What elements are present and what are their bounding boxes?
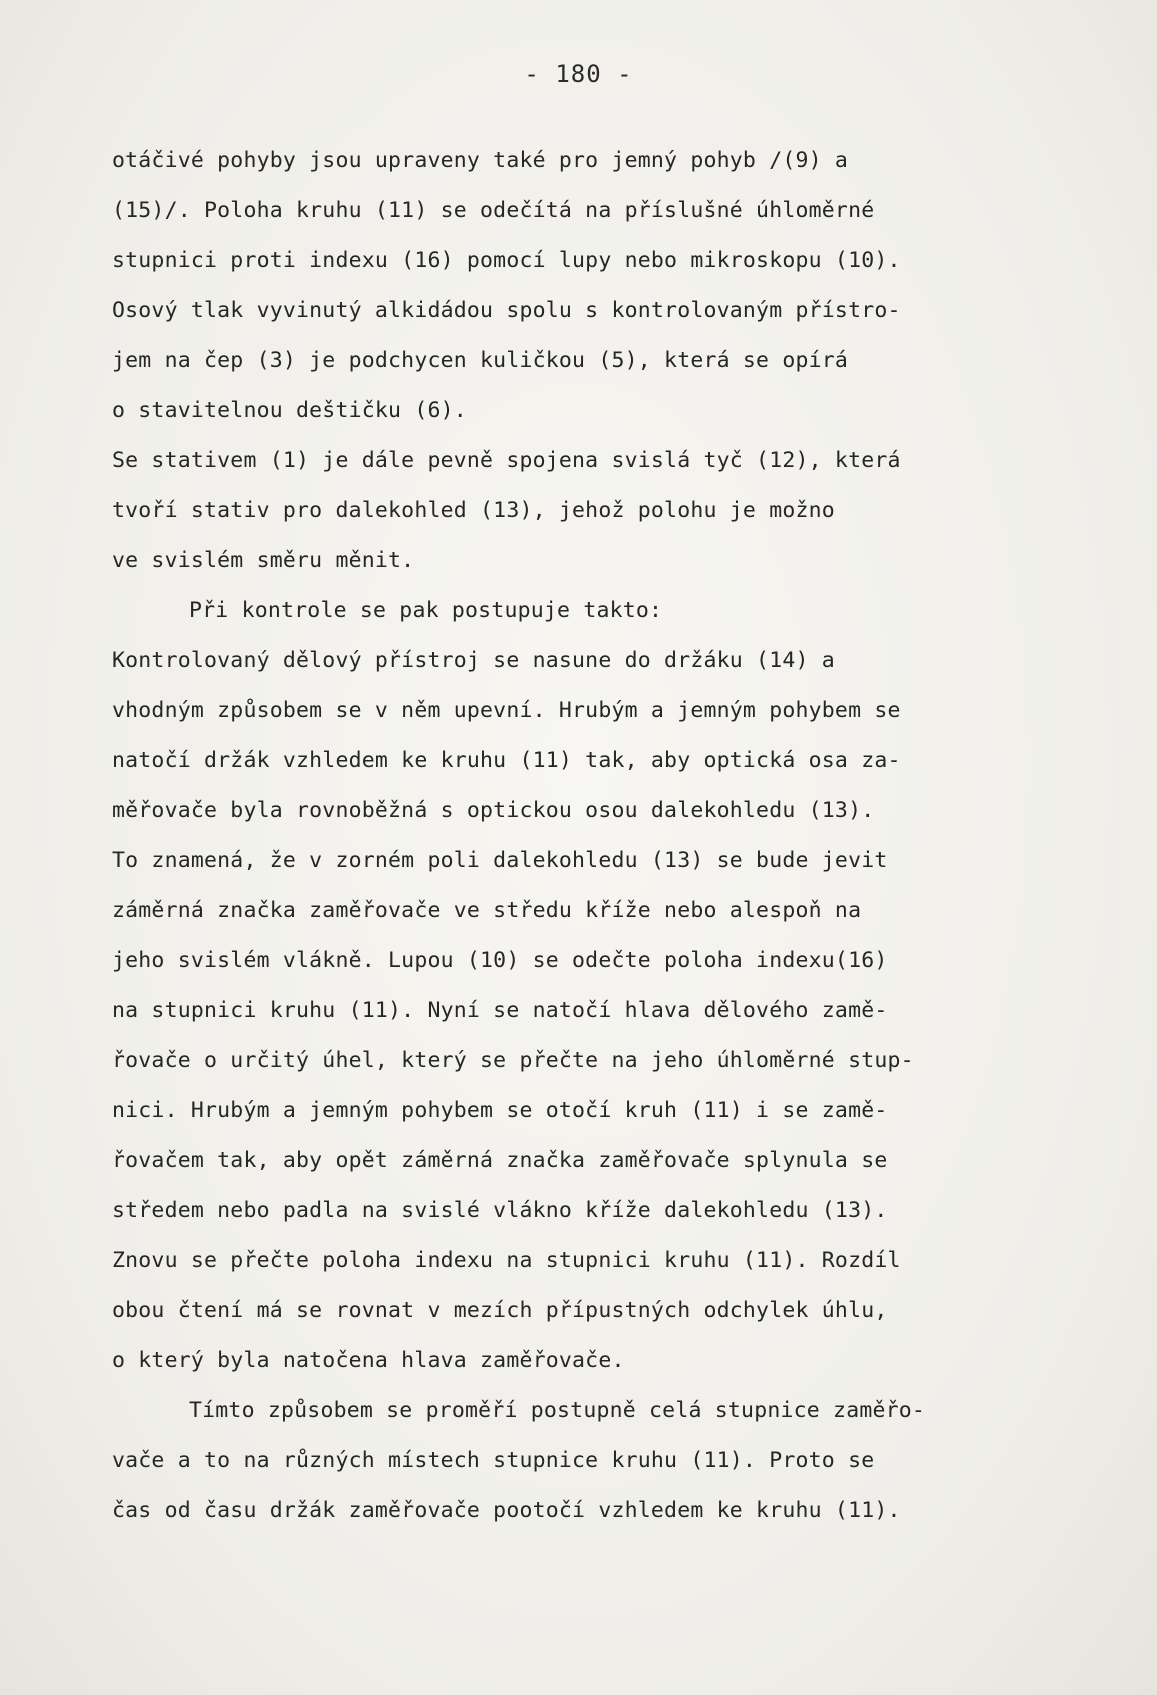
text-line: na stupnici kruhu (11). Nyní se natočí hlava dělového zamě- (112, 998, 888, 1023)
text-line: jeho svislém vlákně. Lupou (10) se odečte poloha indexu(16) (112, 948, 888, 973)
text-line: čas od času držák zaměřovače pootočí vzhledem ke kruhu (11). (112, 1498, 901, 1523)
text-line: středem nebo padla na svislé vlákno kříže dalekohledu (13). (112, 1198, 888, 1223)
text-line: Kontrolovaný dělový přístroj se nasune do držáku (14) a (112, 648, 835, 673)
text-line: Při kontrole se pak postupuje takto: (189, 598, 663, 623)
text-line: vhodným způsobem se v něm upevní. Hrubým a jemným pohybem se (112, 698, 901, 723)
text-line: měřovače byla rovnoběžná s optickou osou dalekohledu (13). (112, 798, 875, 823)
text-line: o který byla natočena hlava zaměřovače. (112, 1348, 625, 1373)
text-line: řovačem tak, aby opět záměrná značka zaměřovače splynula se (112, 1148, 888, 1173)
text-line: Znovu se přečte poloha indexu na stupnici kruhu (11). Rozdíl (112, 1248, 901, 1273)
text-line: obou čtení má se rovnat v mezích přípustných odchylek úhlu, (112, 1298, 888, 1323)
text-line: stupnici proti indexu (16) pomocí lupy nebo mikroskopu (10). (112, 248, 901, 273)
text-line: nici. Hrubým a jemným pohybem se otočí kruh (11) i se zamě- (112, 1098, 888, 1123)
text-line: Osový tlak vyvinutý alkidádou spolu s kontrolovaným přístro- (112, 298, 901, 323)
text-line: otáčivé pohyby jsou upraveny také pro jemný pohyb /(9) a (112, 148, 849, 173)
text-line: řovače o určitý úhel, který se přečte na jeho úhloměrné stup- (112, 1048, 914, 1073)
text-line: vače a to na různých místech stupnice kruhu (11). Proto se (112, 1448, 875, 1473)
text-line: jem na čep (3) je podchycen kuličkou (5), která se opírá (112, 348, 849, 373)
body-text (112, 136, 1122, 1536)
text-line: Se stativem (1) je dále pevně spojena svislá tyč (12), která (112, 448, 901, 473)
page-number: - 180 - (524, 60, 633, 88)
text-line: natočí držák vzhledem ke kruhu (11) tak, aby optická osa za- (112, 748, 901, 773)
text-line: ve svislém směru měnit. (112, 548, 415, 573)
text-line: záměrná značka zaměřovače ve středu kříže nebo alespoň na (112, 898, 862, 923)
text-line: (15)/. Poloha kruhu (11) se odečítá na příslušné úhloměrné (112, 198, 875, 223)
text-line: tvoří stativ pro dalekohled (13), jehož polohu je možno (112, 498, 835, 523)
text-line: To znamená, že v zorném poli dalekohledu (13) se bude jevit (112, 848, 888, 873)
text-line: Tímto způsobem se proměří postupně celá stupnice zaměřo- (189, 1398, 926, 1423)
text-line: o stavitelnou deštičku (6). (112, 398, 467, 423)
